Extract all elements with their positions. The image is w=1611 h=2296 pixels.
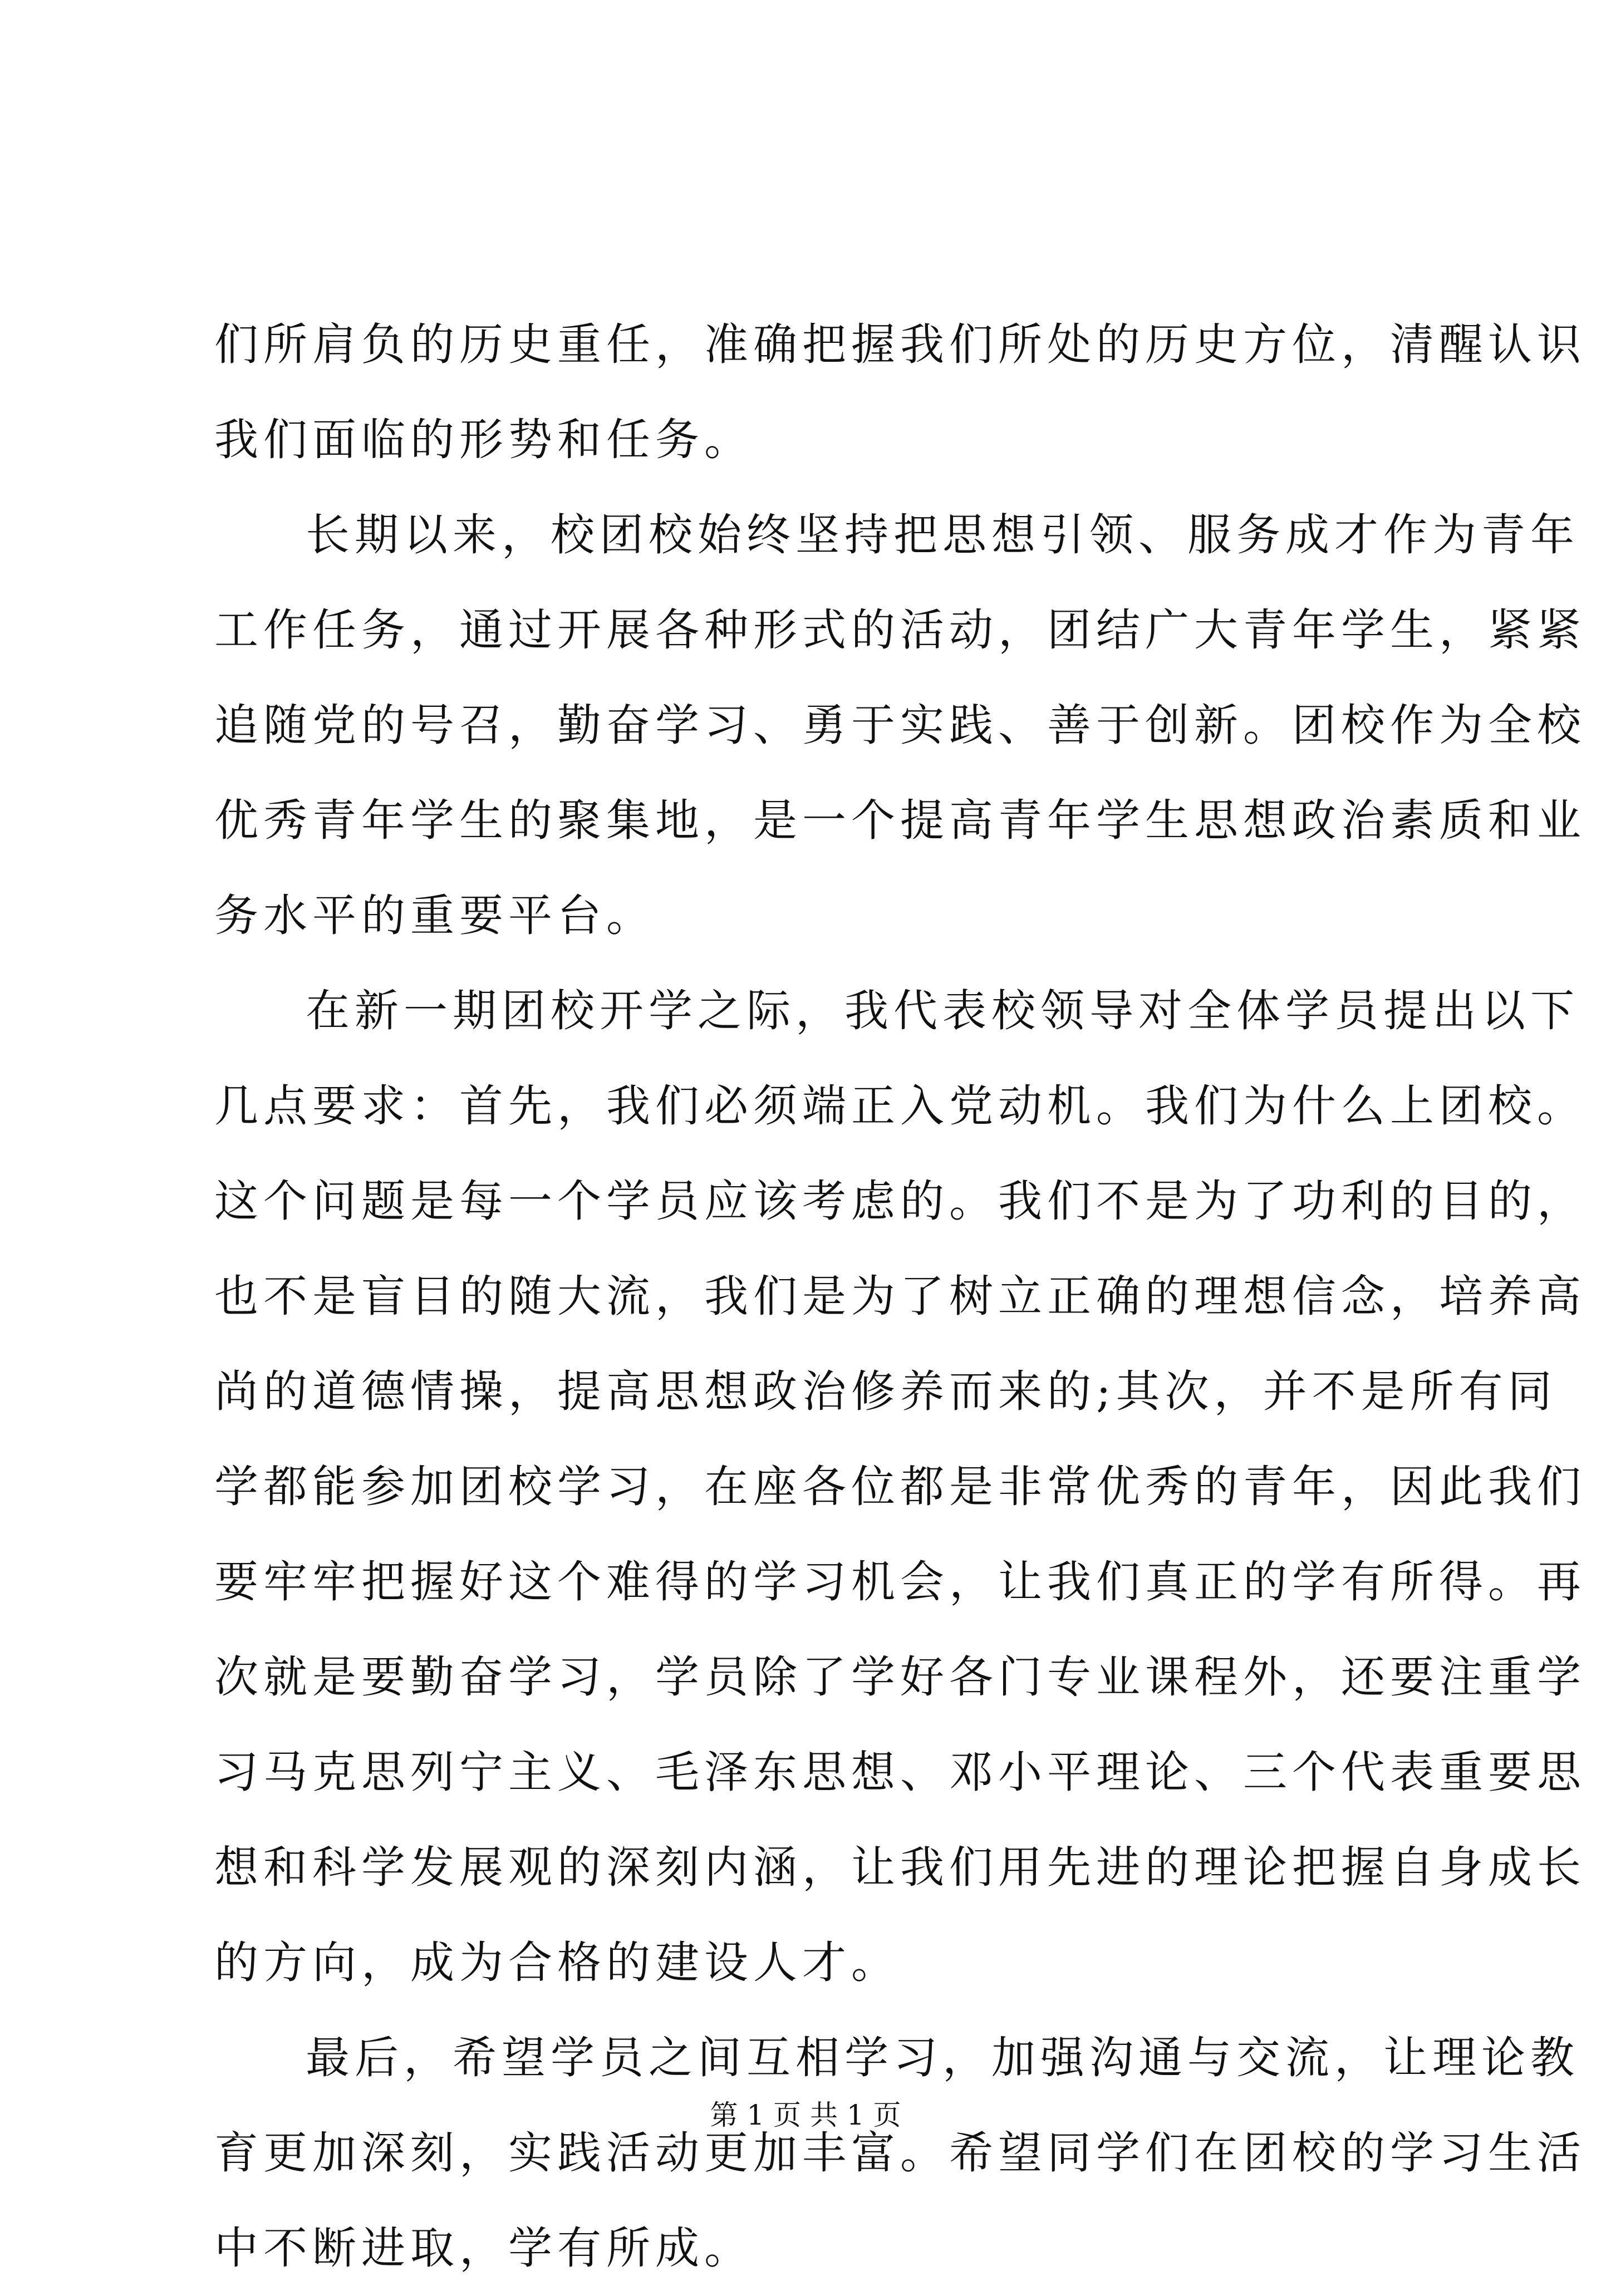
page-number-footer: 第 1 页 共 1 页 — [710, 2099, 901, 2131]
body-text — [214, 297, 1586, 2296]
text-line: 学都能参加团校学习，在座各位都是非常优秀的青年，因此我们 — [214, 1461, 1586, 1512]
paragraph-first-line: 在新一期团校开学之际，我代表校领导对全体学员提出以下 — [306, 985, 1579, 1036]
text-line: 这个问题是每一个学员应该考虑的。我们不是为了功利的目的， — [214, 1176, 1586, 1227]
text-line: 我们面临的形势和任务。 — [214, 414, 753, 465]
text-line: 也不是盲目的随大流，我们是为了树立正确的理想信念，培养高 — [214, 1271, 1586, 1322]
text-line: 尚的道德情操，提高思想政治修养而来的;其次，并不是所有同 — [214, 1366, 1557, 1417]
text-line: 习马克思列宁主义、毛泽东思想、邓小平理论、三个代表重要思 — [214, 1747, 1586, 1798]
text-line: 们所肩负的历史重任，准确把握我们所处的历史方位，清醒认识 — [214, 319, 1586, 370]
text-line: 中不断进取，学有所成。 — [214, 2223, 753, 2274]
text-line: 务水平的重要平台。 — [214, 890, 655, 941]
text-line: 几点要求：首先，我们必须端正入党动机。我们为什么上团校。 — [214, 1080, 1586, 1132]
text-line: 工作任务，通过开展各种形式的活动，团结广大青年学生，紧紧 — [214, 604, 1586, 656]
text-line: 优秀青年学生的聚集地，是一个提高青年学生思想政治素质和业 — [214, 795, 1586, 846]
text-line: 育更加深刻，实践活动更加丰富。希望同学们在团校的学习生活 — [214, 2127, 1586, 2179]
text-line: 次就是要勤奋学习，学员除了学好各门专业课程外，还要注重学 — [214, 1651, 1586, 1703]
paragraph-first-line: 长期以来，校团校始终坚持把思想引领、服务成才作为青年 — [306, 509, 1579, 561]
text-line: 的方向，成为合格的建设人才。 — [214, 1937, 900, 1988]
text-line: 要牢牢把握好这个难得的学习机会，让我们真正的学有所得。再 — [214, 1556, 1586, 1607]
paragraph-first-line: 最后，希望学员之间互相学习，加强沟通与交流，让理论教 — [306, 2032, 1579, 2083]
text-line: 想和科学发展观的深刻内涵，让我们用先进的理论把握自身成长 — [214, 1842, 1586, 1893]
text-line: 追随党的号召，勤奋学习、勇于实践、善于创新。团校作为全校 — [214, 700, 1586, 751]
